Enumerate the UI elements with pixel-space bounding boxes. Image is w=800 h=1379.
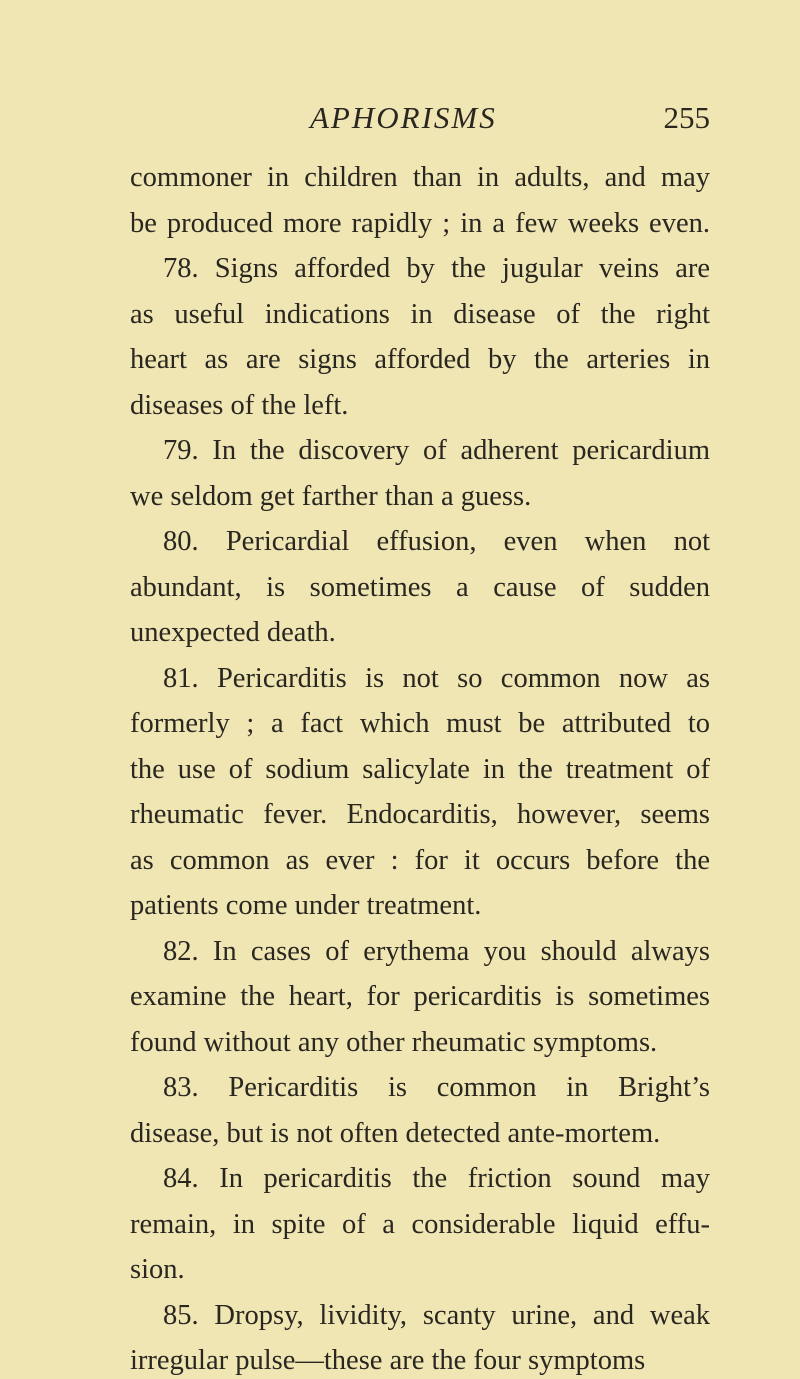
text-line: the use of sodium salicylate in the treatment of [130,753,710,785]
text-line: found without any other rheumatic symptoms. [130,1026,658,1058]
text-line: remain, in spite of a considerable liquid effu- [130,1208,710,1240]
text-line: examine the heart, for pericarditis is sometimes [130,981,710,1012]
text-line: heart as are signs afforded by the arteries in [130,344,710,375]
text-line: commoner in children than in adults, and may [130,162,710,193]
text-line: 82. In cases of erythema you should always [163,935,710,967]
text-line: unexpected death. [130,617,336,648]
text-line: 83. Pericarditis is common in Bright’s [163,1072,710,1103]
text-line: irregular pulse—these are the four symptoms [130,1345,646,1376]
text-line: diseases of the left. [130,389,349,421]
text-line: abundant, is sometimes a cause of sudden [130,571,710,603]
text-line: formerly ; a fact which must be attributed to [130,708,710,739]
text-line: as useful indications in disease of the right [130,298,710,330]
text-line: rheumatic fever. Endocarditis, however, seems [130,799,710,830]
text-line: 85. Dropsy, lividity, scanty urine, and weak [163,1299,710,1331]
text-line: we seldom get farther than a guess. [130,480,532,512]
page-number: 255 [663,100,710,135]
text-line: as common as ever : for it occurs before the [130,844,710,876]
text-line: disease, but is not often detected ante-mortem. [130,1117,661,1149]
text-line: sion. [130,1254,185,1285]
text-line: 80. Pericardial effusion, even when not [163,526,710,557]
text-line: 79. In the discovery of adherent pericardium [163,435,710,466]
text-line: 81. Pericarditis is not so common now as [163,662,710,694]
text-line: 78. Signs afforded by the jugular veins are [163,253,710,284]
text-line: 84. In pericarditis the friction sound may [163,1163,710,1194]
text-line: patients come under treatment. [130,890,482,921]
text-line: be produced more rapidly ; in a few weeks even. [130,207,710,239]
running-head-title: APHORISMS [310,100,497,135]
running-head [130,100,710,140]
